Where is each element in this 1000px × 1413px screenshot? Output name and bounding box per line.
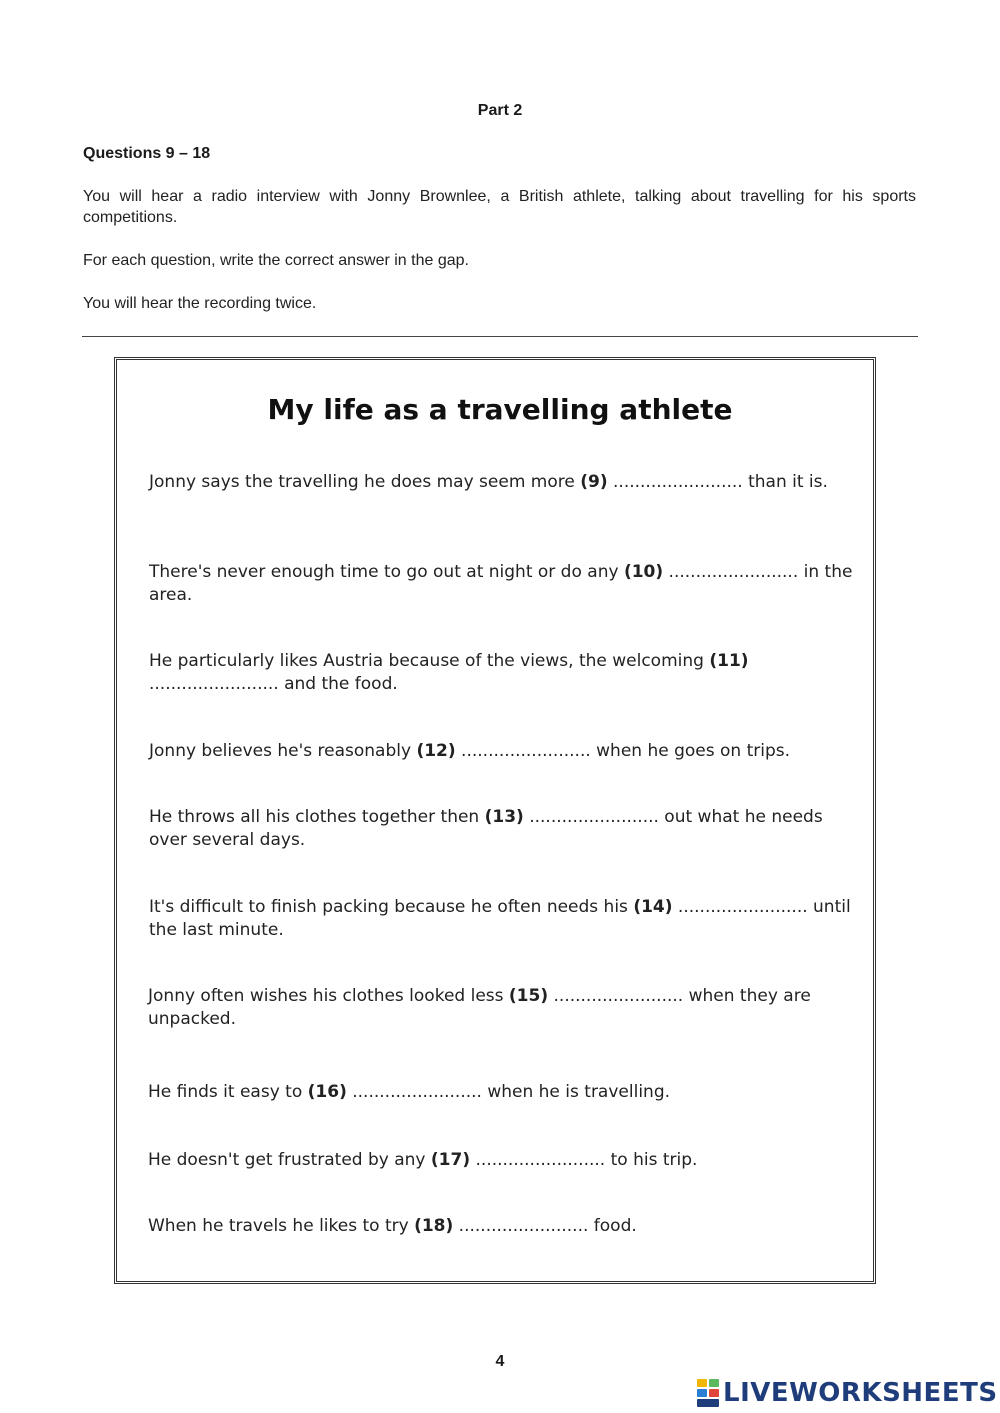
question-text: Jonny believes he's reasonably [149, 741, 417, 761]
question-text: He throws all his clothes together then [149, 807, 485, 827]
question-number: (12) [416, 741, 456, 761]
question-number: (14) [633, 897, 673, 917]
answer-gap[interactable]: ........................ when he goes on trips. [455, 741, 791, 761]
question-text: There's never enough time to go out at night or do any [149, 562, 624, 582]
question-18[interactable] [148, 1215, 866, 1238]
question-text: He doesn't get frustrated by any [148, 1150, 431, 1170]
liveworksheets-logo[interactable] [697, 1375, 998, 1411]
answer-gap[interactable]: ........................ to his trip. [470, 1150, 698, 1170]
question-16[interactable] [148, 1081, 866, 1104]
question-text: When he travels he likes to try [148, 1216, 415, 1236]
answer-gap[interactable]: ........................ when he is travelling. [346, 1082, 671, 1102]
question-number: (13) [484, 807, 524, 827]
instruction-interview: You will hear a radio interview with Jonny Brownlee, a British athlete, talking about travelling for his sports competitions. [83, 188, 916, 226]
question-number: (15) [508, 986, 549, 1006]
instruction-write-answer: For each question, write the correct answer in the gap. [83, 252, 469, 269]
part-heading: Part 2 [477, 102, 523, 119]
question-number: (16) [307, 1082, 347, 1102]
question-text: It's difficult to finish packing because he often needs his [149, 897, 634, 917]
question-12[interactable] [149, 740, 867, 763]
instruction-recording-twice: You will hear the recording twice. [83, 295, 317, 312]
questions-range-heading: Questions 9 – 18 [83, 145, 211, 162]
answer-gap[interactable]: ........................ out what he needs over several days. [149, 807, 823, 850]
answer-gap[interactable]: ........................ than it is. [607, 472, 828, 492]
box-title: My life as a travelling athlete [267, 393, 733, 426]
question-text: He particularly likes Austria because of the views, the welcoming [149, 651, 710, 671]
question-9[interactable] [149, 471, 867, 494]
question-15[interactable] [148, 985, 848, 1031]
answer-gap[interactable]: ........................ food. [453, 1216, 637, 1236]
question-11[interactable] [149, 650, 769, 696]
question-10[interactable] [149, 561, 867, 607]
logo-text: LIVEWORKSHEETS [723, 1378, 998, 1408]
answer-gap[interactable]: ........................ when they are unpacked. [148, 986, 811, 1029]
question-text: Jonny says the travelling he does may seem more [149, 472, 581, 492]
answer-gap[interactable]: ........................ in the area. [149, 562, 853, 605]
question-number: (9) [580, 472, 608, 492]
liveworksheets-logo-icon [697, 1379, 719, 1407]
question-number: (17) [430, 1150, 471, 1170]
question-number: (18) [414, 1216, 454, 1236]
question-13[interactable] [149, 806, 839, 852]
divider-rule [82, 336, 918, 337]
answer-gap[interactable]: ........................ and the food. [149, 674, 398, 694]
question-17[interactable] [148, 1149, 866, 1172]
question-number: (11) [709, 651, 749, 671]
question-14[interactable] [149, 896, 871, 942]
question-text: He finds it easy to [148, 1082, 308, 1102]
page-number: 4 [495, 1353, 505, 1370]
question-text: Jonny often wishes his clothes looked less [148, 986, 509, 1006]
question-number: (10) [623, 562, 664, 582]
answer-gap[interactable]: ........................ until the last minute. [149, 897, 851, 940]
